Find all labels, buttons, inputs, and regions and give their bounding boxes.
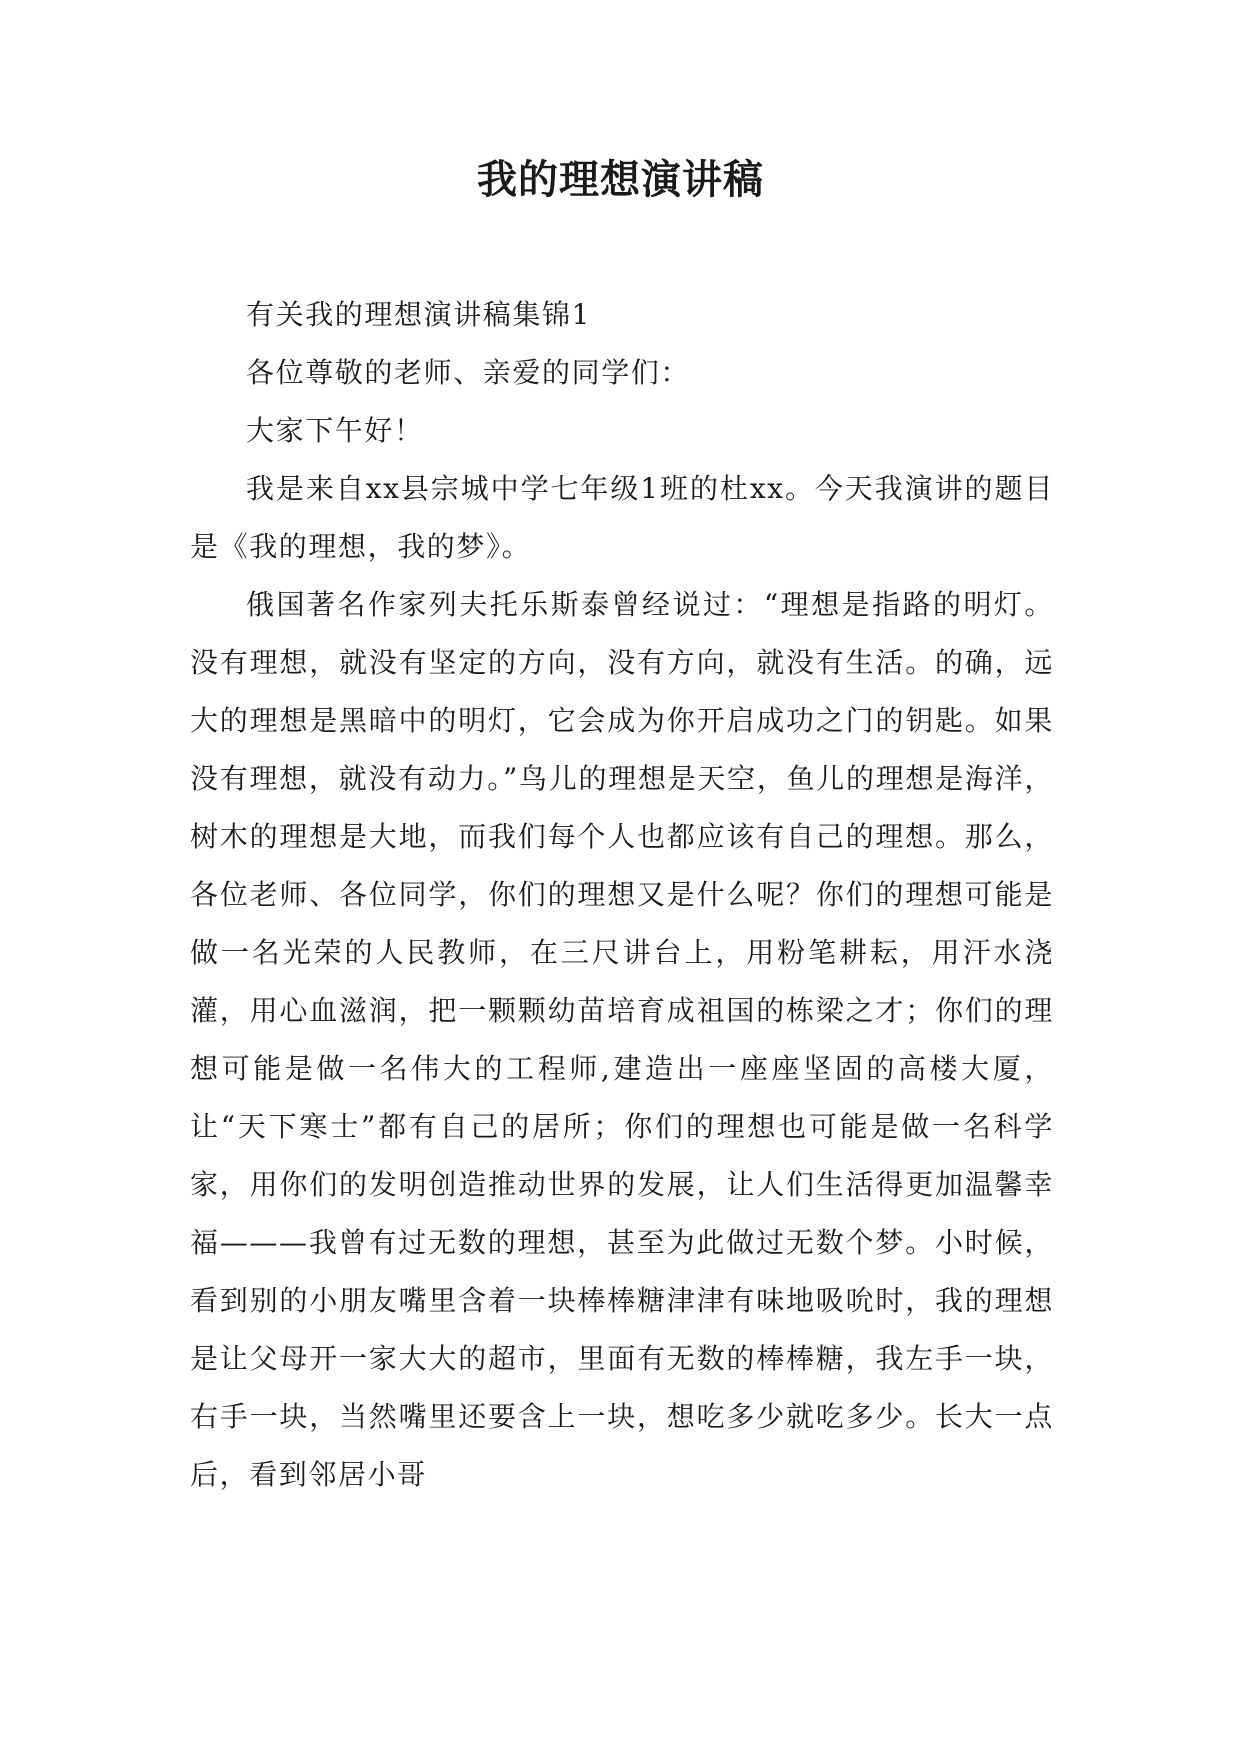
paragraph-heading: 有关我的理想演讲稿集锦1 (246, 298, 592, 331)
document-title: 我的理想演讲稿 (477, 156, 764, 203)
paragraph-greeting: 大家下午好！ (246, 414, 424, 447)
paragraph-salutation: 各位尊敬的老师、亲爱的同学们： (246, 356, 691, 389)
paragraph-main: 俄国著名作家列夫托乐斯泰曾经说过：“理想是指路的明灯。没有理想，就没有坚定的方向，没有方向，就没有生活。的确，远大的理想是黑暗中的明灯，它会成为你开启成功之门的钥匙。如果没有理想，就没有动力。”鸟儿的理想是天空，鱼儿的理想是海洋，树木的理想是大地，而我们每个人也都应该有自己的理想。那么，各位老师、各位同学，你们的理想又是什么呢？你们的理想可能是做一名光荣的人民教师，在三尺讲台上，用粉笔耕耘，用汗水浇灌，用心血滋润，把一颗颗幼苗培育成祖国的栋梁之才；你们的理想可能是做一名伟大的工程师,建造出一座座坚固的高楼大厦，让“天下寒士”都有自己的居所；你们的理想也可能是做一名科学家，用你们的发明创造推动世界的发展，让人们生活得更加温馨幸福———我曾有过无数的理想，甚至为此做过无数个梦。小时候，看到别的小朋友嘴里含着一块棒棒糖津津有味地吸吮时，我的理想是让父母开一家大大的超市，里面有无数的棒棒糖，我左手一块，右手一块，当然嘴里还要含上一块，想吃多少就吃多少。长大一点后，看到邻居小哥 (190, 588, 1054, 1491)
document-body (190, 286, 1054, 1504)
paragraph-introduction: 我是来自xx县宗城中学七年级1班的杜xx。今天我演讲的题目是《我的理想，我的梦》。 (190, 472, 1054, 563)
